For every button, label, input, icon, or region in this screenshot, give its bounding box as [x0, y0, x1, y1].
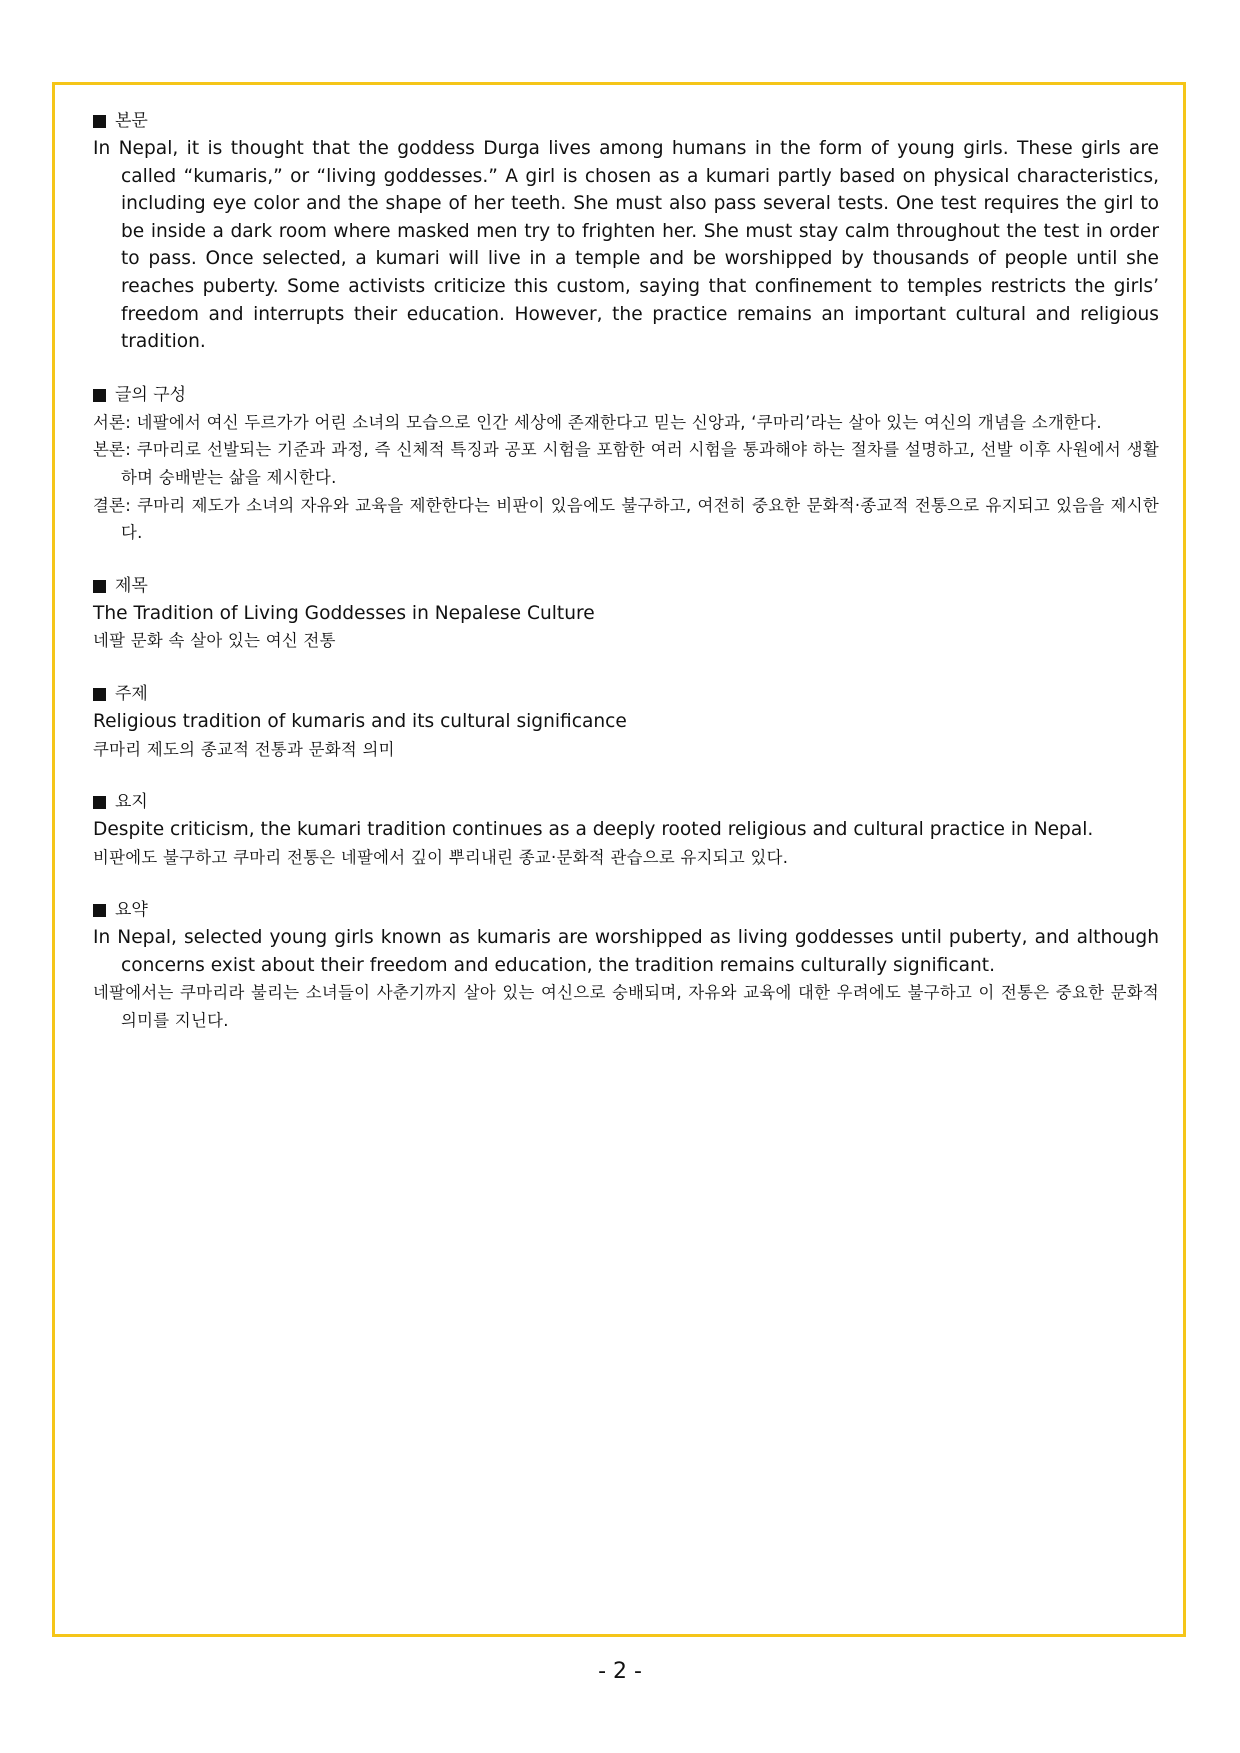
square-bullet-icon: [93, 115, 106, 128]
section-theme: [93, 681, 1159, 763]
section-heading: [93, 382, 1159, 409]
gist-en: Despite criticism, the kumari tradition continues as a deeply rooted religious and cultural practice in Nepal.: [93, 819, 1094, 841]
heading-label: 글의 구성: [115, 384, 187, 405]
section-heading: [93, 789, 1159, 816]
page-content: [93, 108, 1159, 1061]
section-title: [93, 573, 1159, 655]
structure-main: 본론: 쿠마리로 선발되는 기준과 과정, 즉 신체적 특징과 공포 시험을 포함한 여러 시험을 통과해야 하는 절차를 설명하고, 선발 이후 사원에서 생활하며 숭배받는 삶을 제시한다.: [93, 440, 1159, 487]
heading-label: 요지: [115, 792, 148, 813]
square-bullet-icon: [93, 688, 106, 701]
structure-conclusion: 결론: 쿠마리 제도가 소녀의 자유와 교육을 제한한다는 비판이 있음에도 불구하고, 여전히 중요한 문화적·종교적 전통으로 유지되고 있음을 제시한다.: [93, 495, 1159, 543]
heading-label: 주제: [115, 683, 148, 704]
summary-ko: 네팔에서는 쿠마리라 불리는 소녀들이 사춘기까지 살아 있는 여신으로 숭배되며, 자유와 교육에 대한 우려에도 불구하고 이 전통은 중요한 문화적 의미를 지닌다.: [93, 983, 1159, 1031]
section-heading: [93, 573, 1159, 600]
square-bullet-icon: [93, 796, 106, 809]
theme-en: Religious tradition of kumaris and its cultural significance: [93, 710, 627, 732]
square-bullet-icon: [93, 389, 106, 402]
section-body: [93, 108, 1159, 356]
body-text: In Nepal, it is thought that the goddess Durga lives among humans in the form of young girls. These girls are called “kumaris,” or “living goddesses.” A girl is chosen as a kumari partly based on physical characteristics, including eye color and the shape of her teeth. She must also pass several tests. One test requires the girl to be inside a dark room where masked men try to frighten her. She must stay calm throughout the test in order to pass. Once selected, a kumari will live in a temple and be worshipped by thousands of people until she reaches puberty. Some activists criticize this custom, saying that confinement to temples restricts the girls’ freedom and interrupts their education. However, the practice remains an important cultural and religious tradition.: [93, 138, 1159, 353]
section-structure: [93, 382, 1159, 547]
theme-ko: 쿠마리 제도의 종교적 전통과 문화적 의미: [93, 739, 395, 759]
gist-ko: 비판에도 불구하고 쿠마리 전통은 네팔에서 깊이 뿌리내린 종교·문화적 관습으로 유지되고 있다.: [93, 847, 789, 867]
title-en: The Tradition of Living Goddesses in Nepalese Culture: [93, 602, 595, 624]
page-number: - 2 -: [598, 1659, 642, 1684]
section-heading: [93, 897, 1159, 924]
summary-en: In Nepal, selected young girls known as kumaris are worshipped as living goddesses until puberty, and although concerns exist about their freedom and education, the tradition remains culturally significant.: [93, 927, 1159, 976]
structure-intro: 서론: 네팔에서 여신 두르가가 어린 소녀의 모습으로 인간 세상에 존재한다고 믿는 신앙과, ‘쿠마리’라는 살아 있는 여신의 개념을 소개한다.: [93, 412, 1102, 432]
section-gist: [93, 789, 1159, 871]
heading-label: 요약: [115, 900, 148, 921]
title-ko: 네팔 문화 속 살아 있는 여신 전통: [93, 631, 336, 651]
square-bullet-icon: [93, 580, 106, 593]
section-heading: [93, 681, 1159, 708]
heading-label: 본문: [115, 111, 148, 131]
heading-label: 제목: [115, 575, 148, 596]
square-bullet-icon: [93, 904, 106, 917]
section-heading: [93, 108, 1159, 135]
section-summary: [93, 897, 1159, 1034]
